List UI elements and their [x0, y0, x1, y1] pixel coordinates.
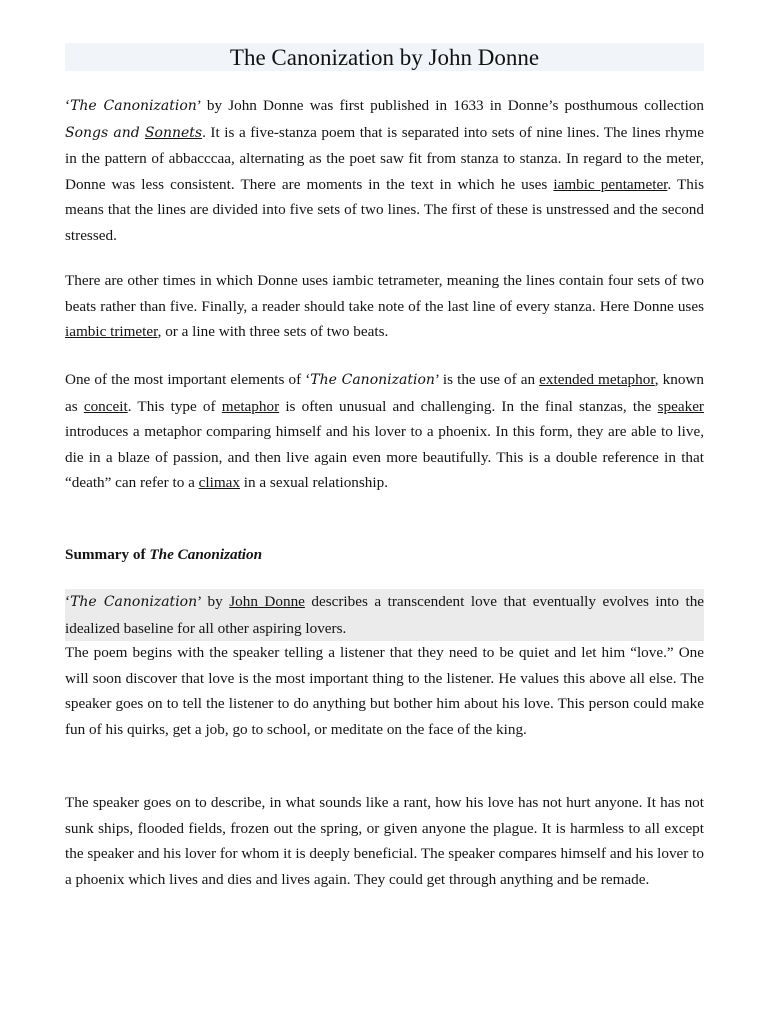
heading-prefix: Summary of: [65, 546, 150, 563]
text-run: , or a line with three sets of two beats.: [157, 323, 389, 340]
conceit-link[interactable]: conceit: [83, 397, 128, 415]
text-run: by: [201, 593, 230, 610]
intro-paragraph: [65, 93, 704, 248]
text-run: . This type of: [127, 397, 222, 415]
text-run: . This means that the lines are divided into five sets of two lines. The first of these is unstressed and the second stressed.: [65, 175, 705, 244]
extended-metaphor-link[interactable]: extended metaphor: [539, 371, 655, 388]
document-page: [65, 43, 705, 888]
text-run: One of the most important elements of ‘: [65, 371, 311, 388]
text-run: by John Donne was first published in 1633 in Donne’s posthumous collection: [200, 97, 704, 114]
text-run: introduces a metaphor comparing himself and his lover to a phoenix. In this form, they are able to live, die in a blaze of passion, and then live again even more beautifully. This is a double reference in that “death” can refer to a: [65, 423, 704, 491]
summary-highlight-paragraph: [65, 589, 704, 641]
text-run: is often unusual and challenging. In the final stanzas, the: [279, 397, 658, 415]
title-banner: [65, 43, 704, 71]
metaphor-link[interactable]: metaphor: [221, 397, 280, 415]
page-title: The Canonization by John Donne: [229, 45, 540, 70]
quote-open: ‘: [65, 97, 71, 114]
text-run: describes a transcendent love that eventually evolves into the idealized baseline for all other aspiring lovers.: [65, 593, 705, 637]
sonnets-link[interactable]: Sonnets: [144, 124, 203, 141]
text-run: , known as: [65, 371, 705, 415]
heading-work-title: The Canonization: [149, 546, 263, 563]
iambic-pentameter-link[interactable]: iambic pentameter: [553, 175, 668, 193]
john-donne-link[interactable]: John Donne: [229, 593, 305, 610]
quote-open: ‘: [65, 593, 71, 610]
collection-title-italic: Songs and: [65, 124, 145, 141]
summary-paragraph-1: The poem begins with the speaker telling a listener that they need to be quiet and let him “love.” One will soon discover that love is the most important thing to the listener. He values this above all else. The speaker goes on to tell the listener to do anything but bother him about his love. This person could make fun of his quirks, get a job, go to school, or meditate on the face of the king.: [65, 644, 704, 738]
text-run: . It is a five-stanza poem that is separated into sets of nine lines. The lines rhyme in the pattern of abbacccaa, alternating as the poet saw fit from stanza to stanza. In regard to the meter, Donne was less consistent. There are moments in the text in which he uses: [65, 123, 704, 193]
work-title-italic: The Canonization: [70, 594, 198, 610]
quote-close: ’: [197, 593, 202, 610]
text-run: in a sexual relationship.: [239, 474, 389, 491]
summary-heading: [65, 542, 704, 567]
work-title-italic: The Canonization: [310, 372, 435, 388]
quote-close: ’: [196, 97, 201, 114]
text-run: There are other times in which Donne uses iambic tetrameter, meaning the lines contain four sets of two beats rather than five. Finally, a reader should take note of the last line of every stanza. Here Donne uses: [65, 272, 704, 315]
summary-paragraph-2: The speaker goes on to describe, in what sounds like a rant, how his love has not hurt anyone. It has not sunk ships, flooded fields, frozen out the spring, or given anyone the plague. It is harmless to all except the speaker and his lover for whom it is deeply beneficial. The speaker compares himself and his lover to a phoenix which lives and dies and lives again. They could get through anything and be remade.: [65, 794, 704, 888]
meter-paragraph: [65, 268, 704, 345]
text-run: ’ is the use of an: [434, 371, 540, 388]
metaphor-paragraph: [65, 367, 704, 496]
iambic-trimeter-link[interactable]: iambic trimeter: [65, 323, 158, 340]
work-title-italic: The Canonization: [70, 98, 197, 114]
climax-link[interactable]: climax: [198, 474, 240, 491]
speaker-link[interactable]: speaker: [657, 397, 704, 415]
